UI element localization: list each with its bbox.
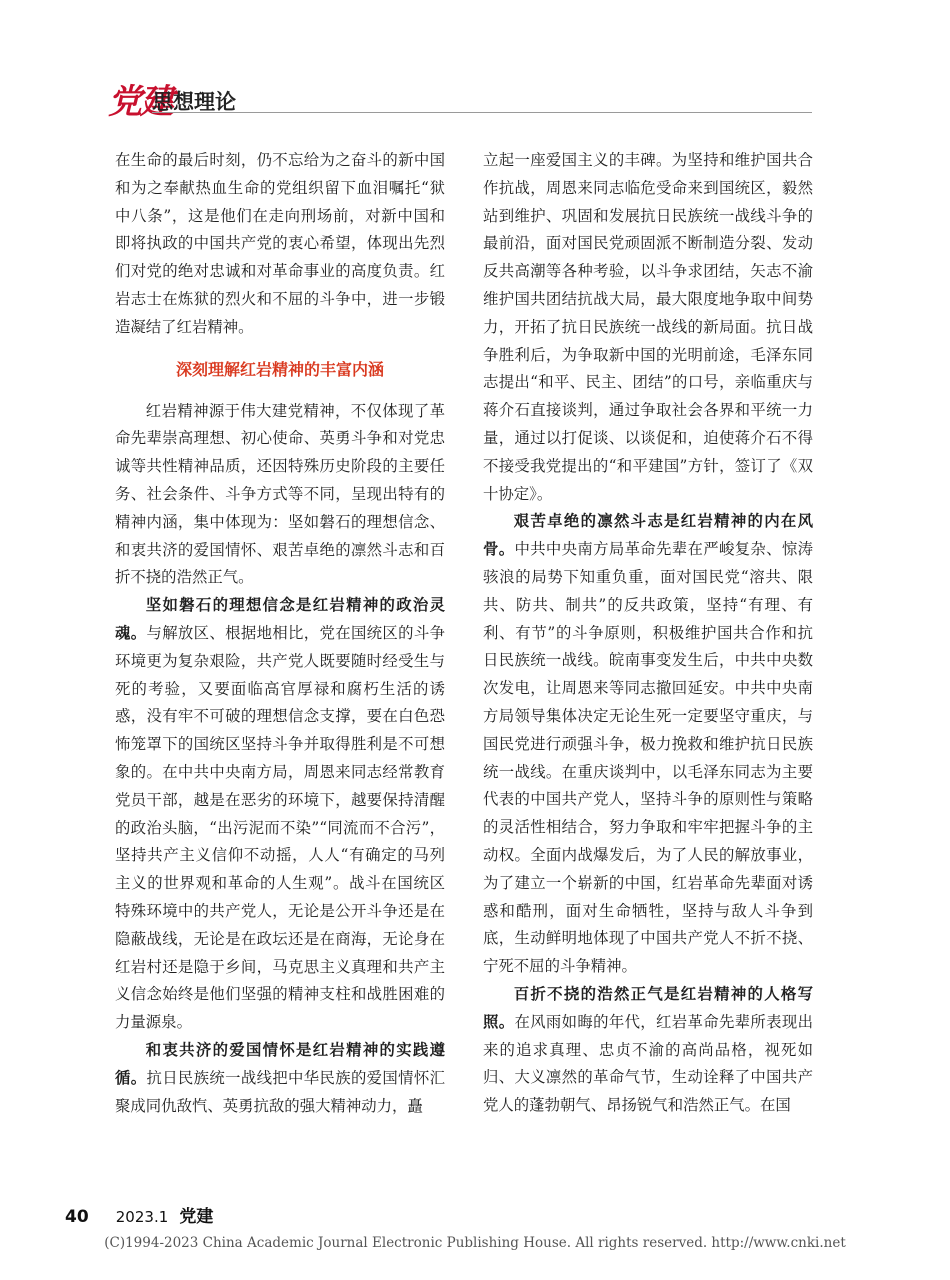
paragraph: 在生命的最后时刻，仍不忘给为之奋斗的新中国和为之奉献热血生命的党组织留下血泪嘱托“狱中八条”，这是他们在走向刑场前，对新中国和即将执政的中国共产党的衷心希望，体现出先烈们对党的绝对忠诚和对革命事业的高度负责。红岩志士在炼狱的烈火和不屈的斗争中，进一步锻造凝结了红岩精神。 (115, 151, 445, 336)
paragraph (115, 592, 445, 1037)
paragraph: 红岩精神源于伟大建党精神，不仅体现了革命先辈崇高理想、初心使命、英勇斗争和对党忠诚等共性精神品质，还因特殊历史阶段的主要任务、社会条件、斗争方式等不同，呈现出特有的精神内涵，集中体现为：坚如磐石的理想信念、和衷共济的爱国情怀、艰苦卓绝的凛然斗志和百折不挠的浩然正气。 (115, 401, 445, 587)
page-number: 40 (65, 1207, 89, 1227)
right-column (483, 147, 813, 1120)
issue-label: 2023.1 (115, 1208, 169, 1226)
paragraph (115, 1037, 445, 1120)
bold-lead: 坚如磐石的理想信念是红岩精神的政治灵魂。 (115, 596, 445, 642)
paragraph-text: 抗日民族统一战线把中华民族的爱国情怀汇聚成同仇敌忾、英勇抗敌的强大精神动力，矗 (115, 1068, 445, 1115)
paragraph: 立起一座爱国主义的丰碑。为坚持和维护国共合作抗战，周恩来同志临危受命来到国统区，毅然站到维护、巩固和发展抗日民族统一战线斗争的最前沿，面对国民党顽固派不断制造分裂、发动反共高潮等各种考验，以斗争求团结，矢志不渝维护国共团结抗战大局，最大限度地争取中间势力，开拓了抗日民族统一战线的新局面。抗日战争胜利后，为争取新中国的光明前途，毛泽东同志提出“和平、民主、团结”的口号，亲临重庆与蒋介石直接谈判，通过争取社会各界和平统一力量，通过以打促谈、以谈促和，迫使蒋介石不得不接受我党提出的“和平建国”方针，签订了《双十协定》。 (483, 151, 813, 503)
paragraph-text: 中共中央南方局革命先辈在严峻复杂、惊涛骇浪的局势下知重负重，面对国民党“溶共、限共、防共、制共”的反共政策，坚持“有理、有利、有节”的斗争原则，积极维护国共合作和抗日民族统一战线。皖南事变发生后，中共中央数次发电，让周恩来等同志撤回延安。中共中央南方局领导集体决定无论生死一定要坚守重庆，与国民党进行顽强斗争，极力挽救和维护抗日民族统一战线。在重庆谈判中，以毛泽东同志为主要代表的中国共产党人，坚持斗争的原则性与策略的灵活性相结合，努力争取和牢牢把握斗争的主动权。全面内战爆发后，为了人民的解放事业，为了建立一个崭新的中国，红岩革命先辈面对诱惑和酷刑，面对生命牺牲，坚持与敌人斗争到底，生动鲜明地体现了中国共产党人不折不挠、宁死不屈的斗争精神。 (483, 540, 813, 976)
bold-lead: 和衷共济的爱国情怀是红岩精神的实践遵循。 (115, 1040, 445, 1087)
page-footer (65, 1202, 213, 1227)
page-header (108, 74, 812, 122)
magazine-name: 党建 (179, 1207, 214, 1227)
section-title: 思想理论 (152, 90, 236, 114)
bold-lead: 艰苦卓绝的凛然斗志是红岩精神的内在风骨。 (483, 512, 813, 559)
paragraph-text: 在风雨如晦的年代，红岩革命先辈所表现出来的追求真理、忠贞不渝的高尚品格，视死如归、大义凛然的革命气节，生动诠释了中国共产党人的蓬勃朝气、昂扬锐气和浩然正气。在国 (483, 1012, 813, 1115)
bold-lead: 百折不挠的浩然正气是红岩精神的人格写照。 (483, 984, 813, 1031)
copyright-notice: (C)1994-2023 China Academic Journal Electronic Publishing House. All rights reserved. http://www.cnki.net (104, 1235, 846, 1251)
left-column (115, 147, 445, 1120)
paragraph (483, 508, 813, 981)
paragraph-text: 与解放区、根据地相比，党在国统区的斗争环境更为复杂艰险，共产党人既要随时经受生与死的考验，又要面临高官厚禄和腐朽生活的诱惑，没有牢不可破的理想信念支撑，要在白色恐怖笼罩下的国统区坚持斗争并取得胜利是不可想象的。在中共中央南方局，周恩来同志经常教育党员干部，越是在恶劣的环境下，越要保持清醒的政治头脑，“出污泥而不染”“同流而不合污”，坚持共产主义信仰不动摇，人人“有确定的马列主义的世界观和革命的人生观”。战斗在国统区特殊环境中的共产党人，无论是公开斗争还是在隐蔽战线，无论是在政坛还是在商海，无论身在红岩村还是隐于乡间，马克思主义真理和共产主义信念始终是他们坚强的精神支柱和战胜困难的力量源泉。 (115, 623, 445, 1032)
section-heading: 深刻理解红岩精神的丰富内涵 (175, 359, 384, 379)
paragraph (483, 981, 813, 1120)
magazine-logo: 党建 (108, 82, 172, 122)
header-divider (152, 112, 812, 113)
